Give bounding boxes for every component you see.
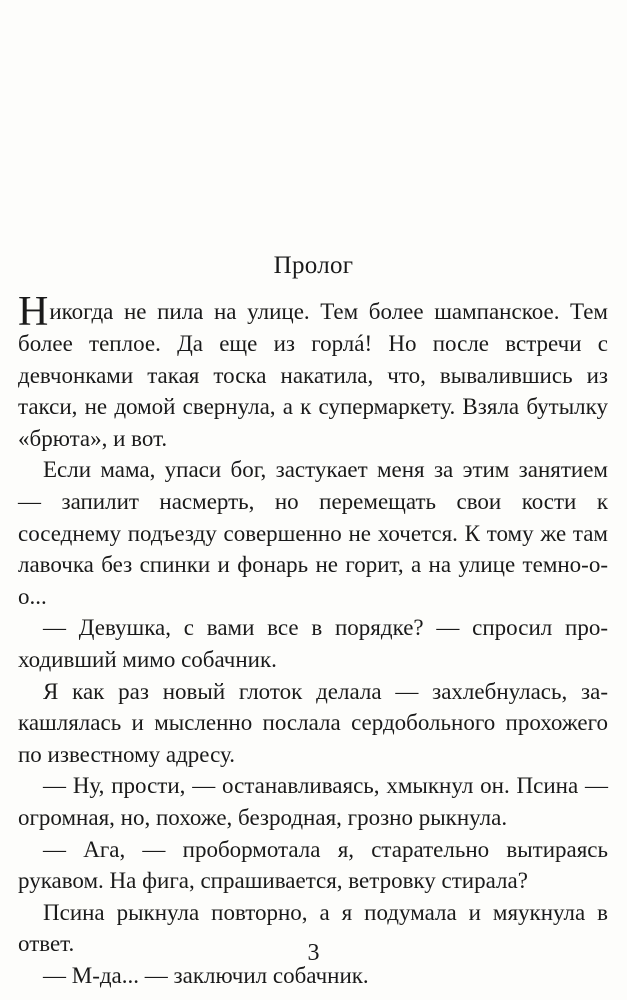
- paragraph: Если мама, упаси бог, застукает меня за этим занятием — запилит насмерть, но перемещать свои кости к соседнему подъезду совершенно не хочется. К тому же там лавочка без спинки и фонарь не горит, а на улице темно-о-о...: [18, 457, 608, 609]
- paragraph: — М-да... — заключил собачник.: [43, 962, 369, 988]
- paragraph-first: [18, 289, 608, 454]
- paragraph: — Ну, прости, — останавливаясь, хмыкнул он. Псина — огромная, но, похоже, безродная, грозно рыкнула.: [18, 773, 608, 830]
- paragraph-first-rest: икогда не пила на улице. Тем более шампанское. Тем более теплое. Да еще из горлá! Но после встречи с девчонками такая тоска накатила, что, вывалившись из такси, не домой свернула, а к супермаркету. Взяла бутылку «брюта», и вот.: [18, 299, 608, 451]
- drop-cap: Н: [18, 289, 49, 335]
- paragraph: — Ага, — пробормотала я, старательно вытираясь рукавом. На фига, спрашивается, ветровку стирала?: [18, 836, 608, 894]
- paragraph: Псина рыкнула повторно, а я подумала и мяукнула в ответ.: [18, 899, 608, 957]
- page-number: 3: [307, 940, 320, 966]
- body-text: [18, 289, 608, 991]
- paragraph: Я как раз новый глоток делала — захлебнулась, закашлялась и мысленно послала сердобольного прохожего по известному адресу.: [18, 678, 608, 767]
- chapter-title: Пролог: [273, 252, 354, 279]
- paragraph: — Девушка, с вами все в порядке? — спросил проходивший мимо собачник.: [18, 615, 608, 672]
